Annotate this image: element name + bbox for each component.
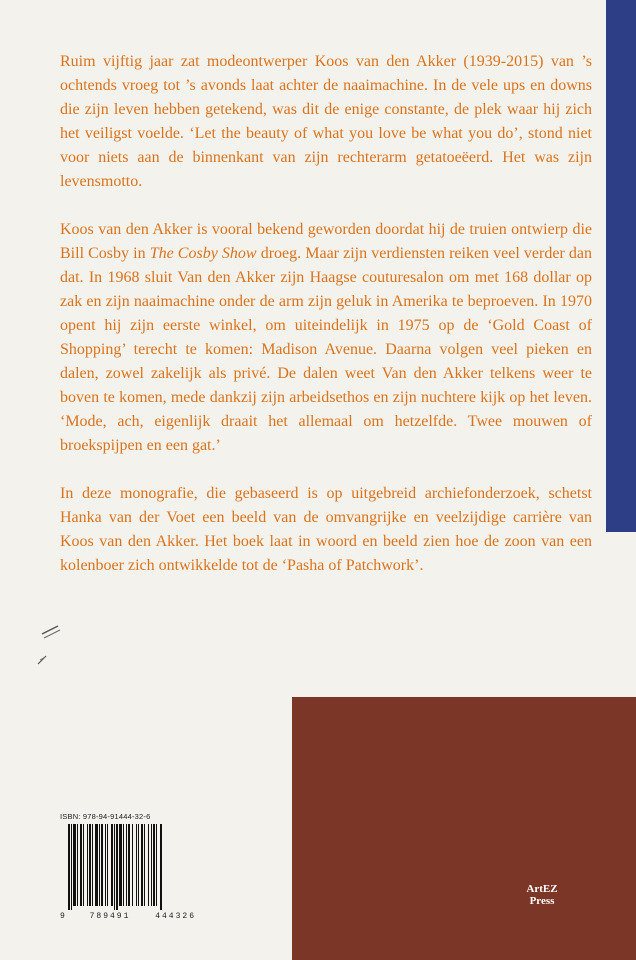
scratch-mark-icon bbox=[36, 612, 96, 672]
blurb-text bbox=[60, 50, 592, 602]
barcode-left-digits: 789491 bbox=[89, 912, 131, 921]
blue-color-stripe bbox=[606, 0, 636, 532]
publisher-name-line-2: Press bbox=[529, 895, 555, 907]
isbn-barcode bbox=[60, 812, 196, 927]
publisher-logo bbox=[512, 883, 572, 907]
barcode-right-digits: 444326 bbox=[155, 912, 196, 921]
barcode-icon bbox=[60, 824, 196, 910]
isbn-label: ISBN: 978-94-91444-32-6 bbox=[60, 812, 151, 821]
blurb-paragraph-1: Ruim vijftig jaar zat modeontwerper Koos van den Akker (1939-2015) van ’s ochtends vroeg tot ’s avonds laat achter de naaimachine. In de vele ups en downs die zijn leven hebben getekend, was dit de enige constante, de plek waar hij zich het veiligst voelde. ‘Let the beauty of what you love be what you do’, stond niet voor niets aan de binnenkant van zijn rechterarm getatoeëerd. Het was zijn levensmotto. bbox=[60, 53, 592, 190]
show-title: The Cosby Show bbox=[149, 245, 257, 262]
barcode-lead-digit: 9 bbox=[60, 912, 65, 921]
blurb-paragraph-2-start: Koos van den Akker is vooral bekend geworden doordat hij de truien ontwierp die Bill Cosby in bbox=[60, 221, 592, 262]
blurb-paragraph-2-end: droeg. Maar zijn verdiensten reiken veel verder dan dat. In 1968 sluit Van den Akker zijn Haagse couturesalon om met 168 dollar op zak en zijn naaimachine onder de arm zijn geluk in Amerika te beproeven. In 1970 opent hij zijn eerste winkel, om uiteindelijk in 1975 op de ‘Gold Coast of Shopping’ terecht te komen: Madison Avenue. Daarna volgen veel pieken en dalen, zowel zakelijk als privé. De dalen weet Van den Akker telkens weer te boven te komen, mede dankzij zijn arbeidsethos en zijn nuchtere kijk op het leven. ‘Mode, ach, eigenlijk draait het allemaal om hetzelfde. Twee mouwen of broekspijpen en een gat.’ bbox=[60, 245, 593, 454]
publisher-name-line-1: ArtEZ bbox=[526, 883, 558, 895]
brown-color-block bbox=[292, 697, 636, 960]
blurb-paragraph-3: In deze monografie, die gebaseerd is op uitgebreid archiefonderzoek, schetst Hanka van der Voet een beeld van de omvangrijke en veelzijdige carrière van Koos van den Akker. Het boek laat in woord en beeld zien hoe de zoon van een kolenboer zich ontwikkelde tot de ‘Pasha of Patchwork’. bbox=[60, 485, 592, 574]
blurb-paragraph-2 bbox=[60, 218, 592, 458]
barcode-digits bbox=[60, 912, 196, 921]
